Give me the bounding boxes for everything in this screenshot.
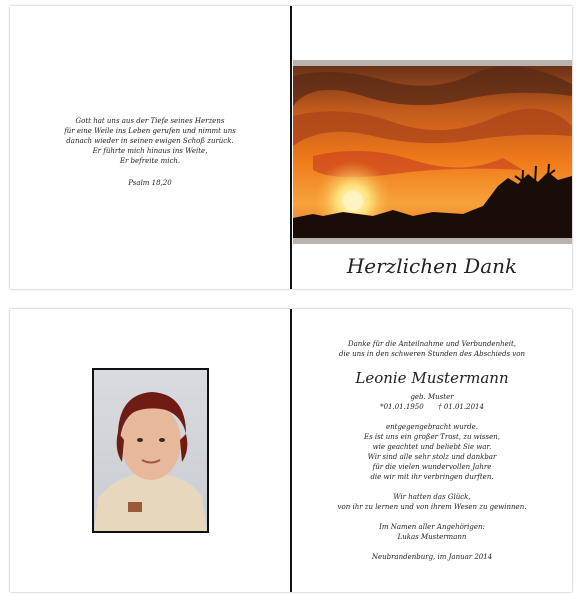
verse-line: danach wieder in seinen ewigen Schoß zurück. xyxy=(66,137,234,145)
thanks-intro xyxy=(292,339,572,359)
place-date: Neubrandenburg, im Januar 2014 xyxy=(371,553,493,561)
sunset-image xyxy=(293,66,572,238)
sunset-photo xyxy=(293,60,572,244)
deceased-name: Leonie Mustermann xyxy=(355,369,509,387)
verse-line: Er befreite mich. xyxy=(119,157,181,165)
quote-line: von ihr zu lernen und von ihrem Wesen zu gewinnen. xyxy=(337,503,527,511)
life-dates xyxy=(292,402,572,412)
portrait-image xyxy=(94,370,207,531)
body-line: Es ist uns ein großer Trost, zu wissen, xyxy=(364,433,500,441)
verse-line: Gott hat uns aus der Tiefe seines Herzens xyxy=(75,117,225,125)
verse-reference: Psalm 18,20 xyxy=(128,179,172,187)
verse-block xyxy=(50,116,250,166)
intro-line: die uns in den schweren Stunden des Abschieds von xyxy=(339,350,525,358)
card-bottom xyxy=(10,309,572,592)
body-line: entgegengebracht wurde. xyxy=(385,423,478,431)
birth-date: *01.01.1950 xyxy=(380,403,424,411)
verse-line: Er führte mich hinaus ins Weite, xyxy=(92,147,208,155)
body-line: für die vielen wundervollen Jahre xyxy=(372,463,492,471)
family-signature xyxy=(292,522,572,542)
thanks-body xyxy=(292,422,572,482)
body-line: die wir mit ihr verbringen durften. xyxy=(370,473,494,481)
portrait-photo xyxy=(92,368,209,533)
family-line: Lukas Mustermann xyxy=(397,533,467,541)
body-line: Wir sind alle sehr stolz und dankbar xyxy=(367,453,497,461)
quote-block xyxy=(292,492,572,512)
quote-line: Wir hatten das Glück, xyxy=(393,493,471,501)
intro-line: Danke für die Anteilnahme und Verbundenheit, xyxy=(347,340,517,348)
verse-line: für eine Weile ins Leben gerufen und nimmt uns xyxy=(64,127,236,135)
death-date: † 01.01.2014 xyxy=(438,403,484,411)
card-fold-line xyxy=(290,6,292,289)
card-top xyxy=(10,6,572,289)
family-line: Im Namen aller Angehörigen: xyxy=(379,523,485,531)
card-headline: Herzlichen Dank xyxy=(346,254,518,278)
body-line: wie geachtet und beliebt Sie war. xyxy=(372,443,492,451)
birth-name: geb. Muster xyxy=(410,393,454,401)
